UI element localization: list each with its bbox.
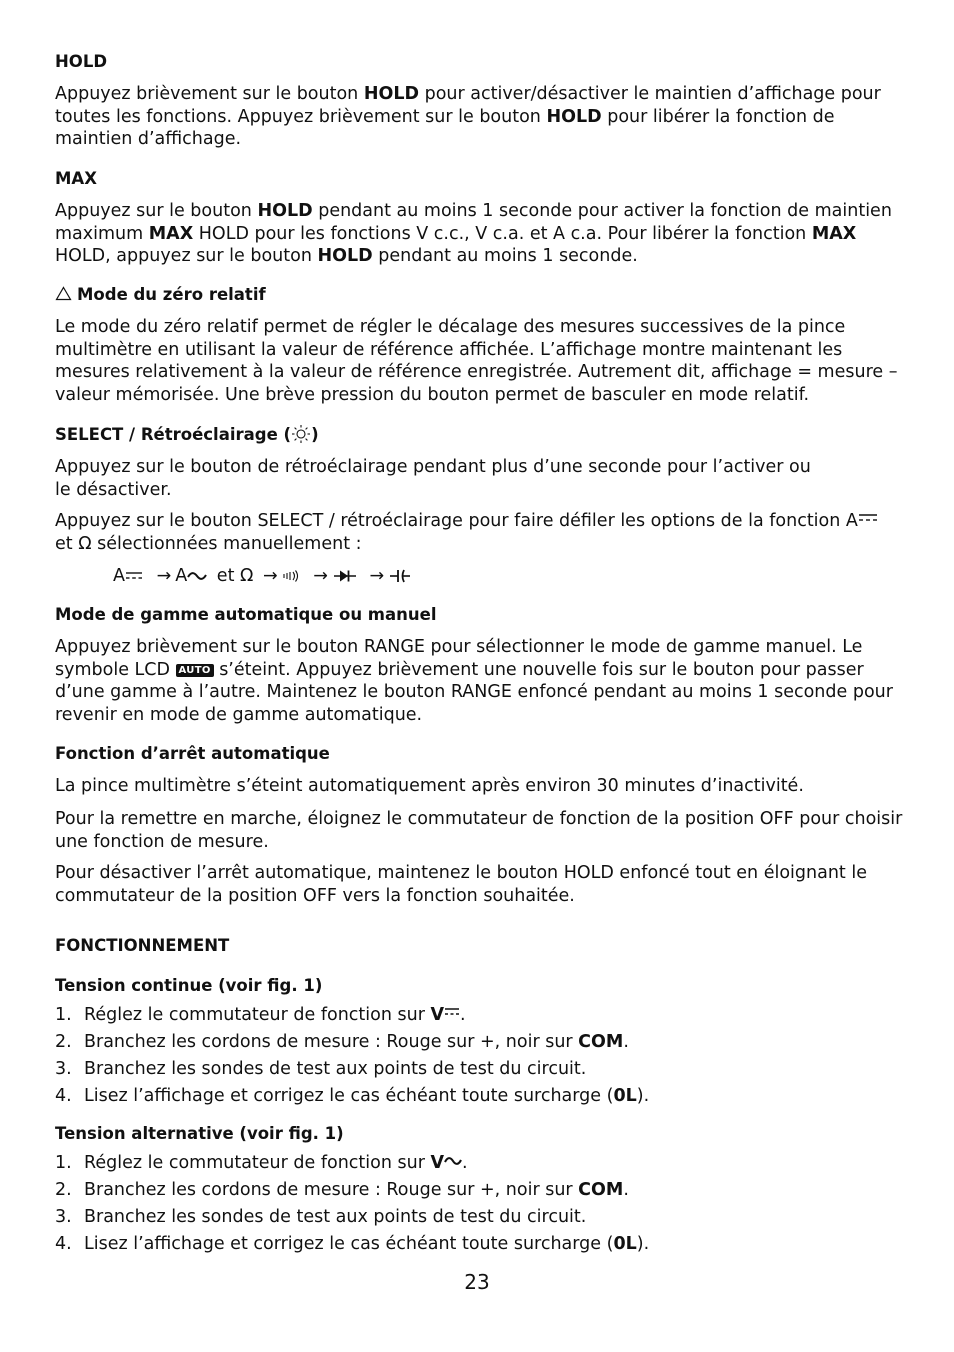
continuity-sound-icon <box>282 569 300 583</box>
arrow-icon: → <box>369 566 385 586</box>
range-paragraph: Appuyez brièvement sur le bouton RANGE pour sélectionner le mode de gamme manuel. Le symbole LCD AUTO s’éteint. Appuyez brièvement une nouvelle fois sur le bouton pour passer d’une gamme à l’autre. Maintenez le bouton RANGE enfoncé pendant au moins 1 seconde pour revenir en mode de gamme automatique. <box>55 637 893 725</box>
capacitor-icon <box>390 569 410 583</box>
ac-voltage-heading: Tension alternative (voir fig. 1) <box>55 1124 344 1143</box>
relative-paragraph: Le mode du zéro relatif permet de régler le décalage des mesures successives de la pince multimètre en utilisant la valeur de référence affichée. L’affichage montre maintenant les mesures relativement à la valeur de référence enregistrée. Autrement dit, affichage = mesure – valeur mémorisée. Une brève pression du bouton permet de basculer en mode relatif. <box>55 317 898 405</box>
select-paragraph-2: Appuyez sur le bouton SELECT / rétroéclairage pour faire défiler les options de la fonction A et Ω sélectionnées manuellement : <box>55 510 905 555</box>
max-paragraph: Appuyez sur le bouton HOLD pendant au moins 1 seconde pour activer la fonction de maintien maximum MAX HOLD pour les fonctions V c.c., V c.a. et A c.a. Pour libérer la fonction MAX HOLD, appuyez sur le bouton HOLD pendant au moins 1 seconde. <box>55 201 892 267</box>
function-sequence: A → A et Ω → → → <box>113 565 410 587</box>
sun-backlight-icon <box>291 424 311 444</box>
dc-voltage-heading: Tension continue (voir fig. 1) <box>55 976 323 995</box>
select-paragraph-1: Appuyez sur le bouton de rétroéclairage pendant plus d’une seconde pour l’activer ou le désactiver. <box>55 457 811 500</box>
max-heading: MAX <box>55 169 97 188</box>
arrow-icon: → <box>313 566 328 586</box>
select-heading: SELECT / Rétroéclairage ( ) <box>55 425 319 444</box>
delta-icon <box>55 286 72 301</box>
auto-lcd-symbol: AUTO <box>176 664 214 677</box>
auto-off-paragraph-1: La pince multimètre s’éteint automatiquement après environ 30 minutes d’inactivité. <box>55 776 804 796</box>
page-number: 23 <box>464 1270 490 1294</box>
ac-wave-icon <box>187 571 207 581</box>
auto-off-heading: Fonction d’arrêt automatique <box>55 744 330 763</box>
diode-icon <box>334 569 356 583</box>
ac-wave-icon <box>444 1156 462 1166</box>
hold-paragraph: Appuyez brièvement sur le bouton HOLD pour activer/désactiver le maintien d’affichage pour toutes les fonctions. Appuyez brièvement sur le bouton HOLD pour libérer la fonction de maintien d’affichage. <box>55 84 881 150</box>
dc-symbol-icon <box>858 513 878 523</box>
dc-symbol-icon <box>125 571 143 581</box>
arrow-icon: → <box>262 566 278 586</box>
dc-symbol-icon <box>444 1007 460 1017</box>
hold-heading: HOLD <box>55 52 108 71</box>
operation-heading: FONCTIONNEMENT <box>55 936 230 955</box>
arrow-icon: → <box>156 566 172 586</box>
auto-off-paragraph-3: Pour désactiver l’arrêt automatique, maintenez le bouton HOLD enfoncé tout en éloignant le commutateur de la position OFF vers la fonction souhaitée. <box>55 863 867 906</box>
range-heading: Mode de gamme automatique ou manuel <box>55 605 437 624</box>
auto-off-paragraph-2: Pour la remettre en marche, éloignez le commutateur de fonction de la position OFF pour choisir une fonction de mesure. <box>55 809 903 852</box>
relative-heading: Mode du zéro relatif <box>55 285 905 305</box>
